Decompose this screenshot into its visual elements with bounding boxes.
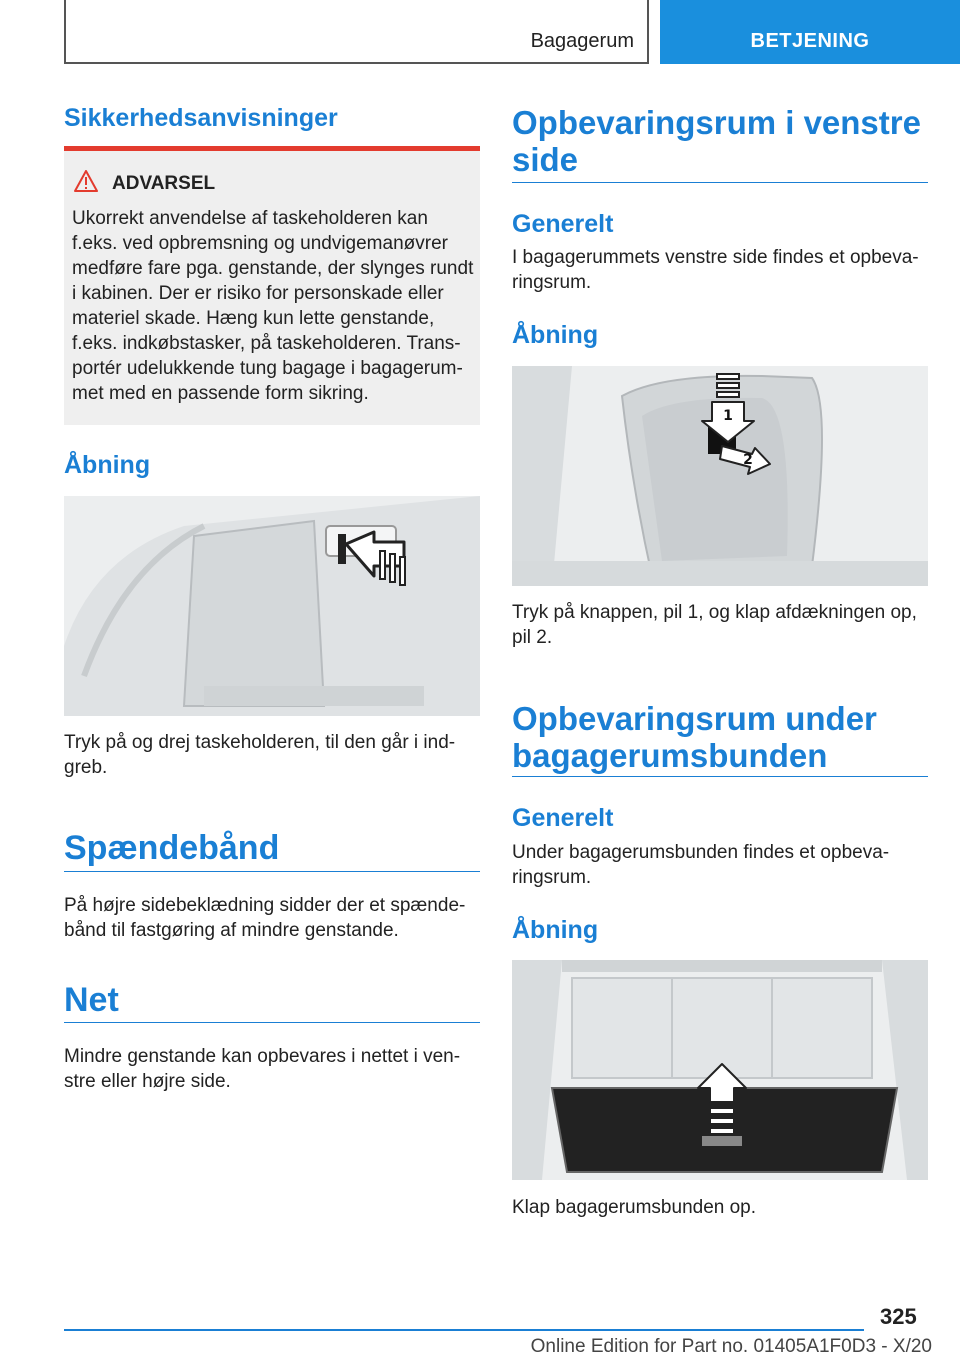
warning-line: portér udelukkende tung bagage i bagagerum‐ — [72, 358, 463, 379]
warning-line: f.eks. ved opbremsning og undvigemanøvrer — [72, 233, 448, 254]
warning-line: medføre fare pga. genstande, der slynges rundt — [72, 258, 474, 279]
strap-heading-rule — [64, 871, 480, 872]
net-text — [64, 1044, 480, 1094]
header-chapter-tab[interactable]: BETJENING — [660, 0, 960, 64]
left-storage-heading — [512, 104, 921, 178]
heading-line: Opbevaringsrum i venstre — [512, 104, 921, 141]
body-line: ringsrum. — [512, 272, 592, 293]
arrow-label-1: 1 — [723, 408, 733, 424]
opening-caption-1 — [512, 600, 932, 650]
body-line: I bagagerummets venstre side findes et opbeva‐ — [512, 247, 919, 268]
warning-line: met med en passende form sikring. — [72, 383, 369, 404]
footer-rule — [64, 1329, 864, 1331]
general-text-1 — [512, 245, 928, 295]
body-line: Under bagagerumsbunden findes et opbeva‐ — [512, 842, 890, 863]
arrow-label-2: 2 — [743, 452, 753, 468]
body-line: På højre sidebeklædning sidder der et spænde‐ — [64, 895, 466, 916]
trunk-floor-illustration — [512, 960, 928, 1180]
warning-line: i kabinen. Der er risiko for personskade eller — [72, 283, 444, 304]
opening-caption-2: Klap bagagerumsbunden op. — [512, 1197, 757, 1218]
warning-line: f.eks. indkøbstasker, på taskeholderen. Trans‐ — [72, 333, 461, 354]
heading-line: side — [512, 141, 579, 178]
body-line: bånd til fastgøring af mindre genstande. — [64, 920, 399, 941]
warning-top-bar — [64, 146, 480, 151]
caption-line: Tryk på knappen, pil 1, og klap afdækningen op, — [512, 602, 917, 623]
under-storage-rule — [512, 776, 928, 777]
warning-label: ADVARSEL — [112, 173, 216, 194]
opening-caption-left — [64, 730, 480, 780]
under-storage-heading — [512, 700, 877, 774]
header-section-title: Bagagerum — [530, 30, 634, 52]
caption-line: pil 2. — [512, 627, 553, 648]
page-number: 325 — [880, 1304, 917, 1329]
warning-text — [72, 206, 476, 406]
warning-line: Ukorrekt anvendelse af taskeholderen kan — [72, 208, 428, 229]
body-line: ringsrum. — [512, 867, 592, 888]
general-heading-1: Generelt — [512, 210, 614, 238]
opening-heading-left: Åbning — [64, 451, 151, 479]
warning-line: materiel skade. Hæng kun lette genstande, — [72, 308, 435, 329]
heading-line: bagagerumsbunden — [512, 737, 828, 774]
body-line: Mindre genstande kan opbevares i nettet i ven‐ — [64, 1046, 461, 1067]
safety-heading: Sikkerhedsanvisninger — [64, 104, 338, 132]
warning-triangle-icon — [74, 170, 98, 192]
net-heading: Net — [64, 981, 119, 1019]
opening-heading-1: Åbning — [512, 321, 599, 349]
strap-heading: Spændebånd — [64, 829, 280, 867]
caption-line: greb. — [64, 757, 108, 778]
body-line: stre eller højre side. — [64, 1071, 231, 1092]
net-heading-rule — [64, 1022, 480, 1023]
footer-edition: Online Edition for Part no. 01405A1F0D3 - X/20 — [530, 1336, 932, 1357]
opening-heading-2: Åbning — [512, 916, 599, 944]
left-storage-rule — [512, 182, 928, 183]
general-text-2 — [512, 840, 928, 890]
general-heading-2: Generelt — [512, 804, 614, 832]
bag-hook-illustration — [64, 496, 480, 716]
caption-line: Tryk på og drej taskeholderen, til den går i ind‐ — [64, 732, 456, 753]
left-storage-illustration — [512, 366, 928, 586]
heading-line: Opbevaringsrum under — [512, 700, 877, 737]
strap-text — [64, 893, 480, 943]
